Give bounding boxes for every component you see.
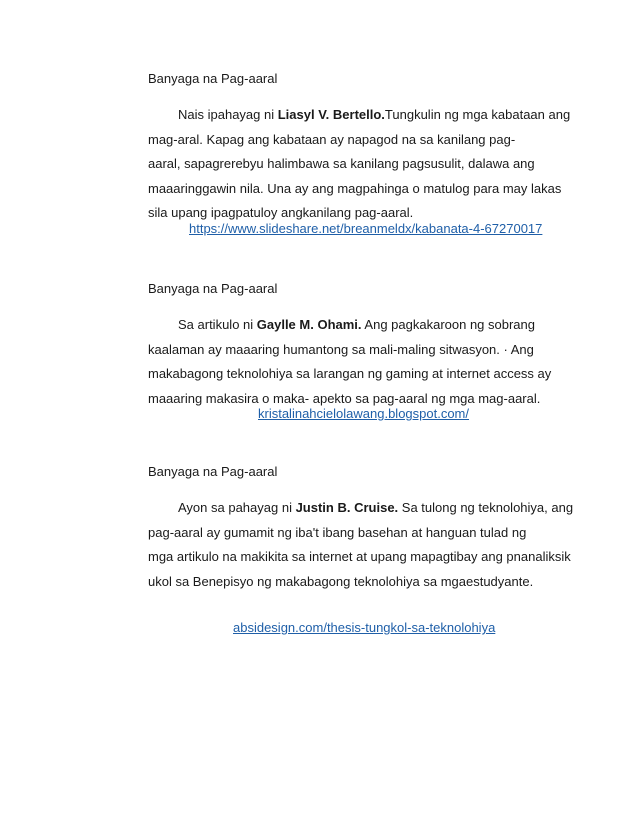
author-name: Gaylle M. Ohami. [256, 317, 362, 332]
line-text: Ang pagkakaroon ng sobrang [361, 317, 535, 332]
section-heading: Banyaga na Pag-aaral [148, 281, 278, 296]
paragraph-line [148, 103, 571, 128]
paragraph-line: maaaring makasira o maka- apekto sa pag-aaral ng mga mag-aaral. [148, 390, 541, 406]
paragraph-line: makabagong teknolohiya sa larangan ng gaming at internet access ay [148, 366, 552, 381]
paragraph-line: mag-aral. Kapag ang kabataan ay napagod na sa kanilang pag- [148, 131, 516, 147]
section-heading: Banyaga na Pag-aaral [148, 71, 278, 86]
paragraph-line: ukol sa Benepisyo ng makabagong teknolohiya sa mgaestudyante. [148, 573, 534, 589]
study-section-2 [148, 279, 568, 411]
section-paragraph [148, 496, 574, 594]
paragraph-line: aaral, sapagrerebyu halimbawa sa kanilang pagsusulit, dalawa ang [148, 156, 535, 171]
line-text: Nais ipahayag ni [178, 107, 278, 122]
section-paragraph [148, 103, 571, 226]
line-text: Sa artikulo ni [178, 317, 257, 332]
paragraph-line: pag-aaral ay gumamit ng iba't ibang basehan at hanguan tulad ng [148, 524, 527, 540]
line-text: Tungkulin ng mga kabataan ang [384, 107, 571, 122]
author-name: Justin B. Cruise. [295, 500, 399, 515]
section-heading: Banyaga na Pag-aaral [148, 464, 278, 479]
line-text: Ayon sa pahayag ni [178, 500, 296, 515]
source-link[interactable]: kristalinahcielolawang.blogspot.com/ [258, 406, 470, 421]
study-section-3 [148, 462, 574, 594]
paragraph-line: maaaringgawin nila. Una ay ang magpahinga o matulog para may lakas [148, 180, 562, 196]
source-link[interactable]: https://www.slideshare.net/breanmeldx/kabanata-4-67270017 [189, 221, 543, 236]
paragraph-line [148, 313, 568, 338]
author-name: Liasyl V. Bertello. [277, 107, 385, 122]
line-text: Sa tulong ng teknolohiya, ang [398, 500, 574, 515]
study-section-1 [148, 69, 571, 226]
paragraph-line: mga artikulo na makikita sa internet at upang mapagtibay ang pnanaliksik [148, 549, 571, 564]
paragraph-line: sila upang ipagpatuloy angkanilang pag-aaral. [148, 205, 414, 220]
paragraph-line: kaalaman ay maaaring humantong sa mali-maling sitwasyon. · Ang [148, 341, 534, 357]
section-paragraph [148, 313, 568, 411]
paragraph-line [148, 496, 574, 521]
source-link[interactable]: absidesign.com/thesis-tungkol-sa-teknolohiya [233, 620, 496, 635]
